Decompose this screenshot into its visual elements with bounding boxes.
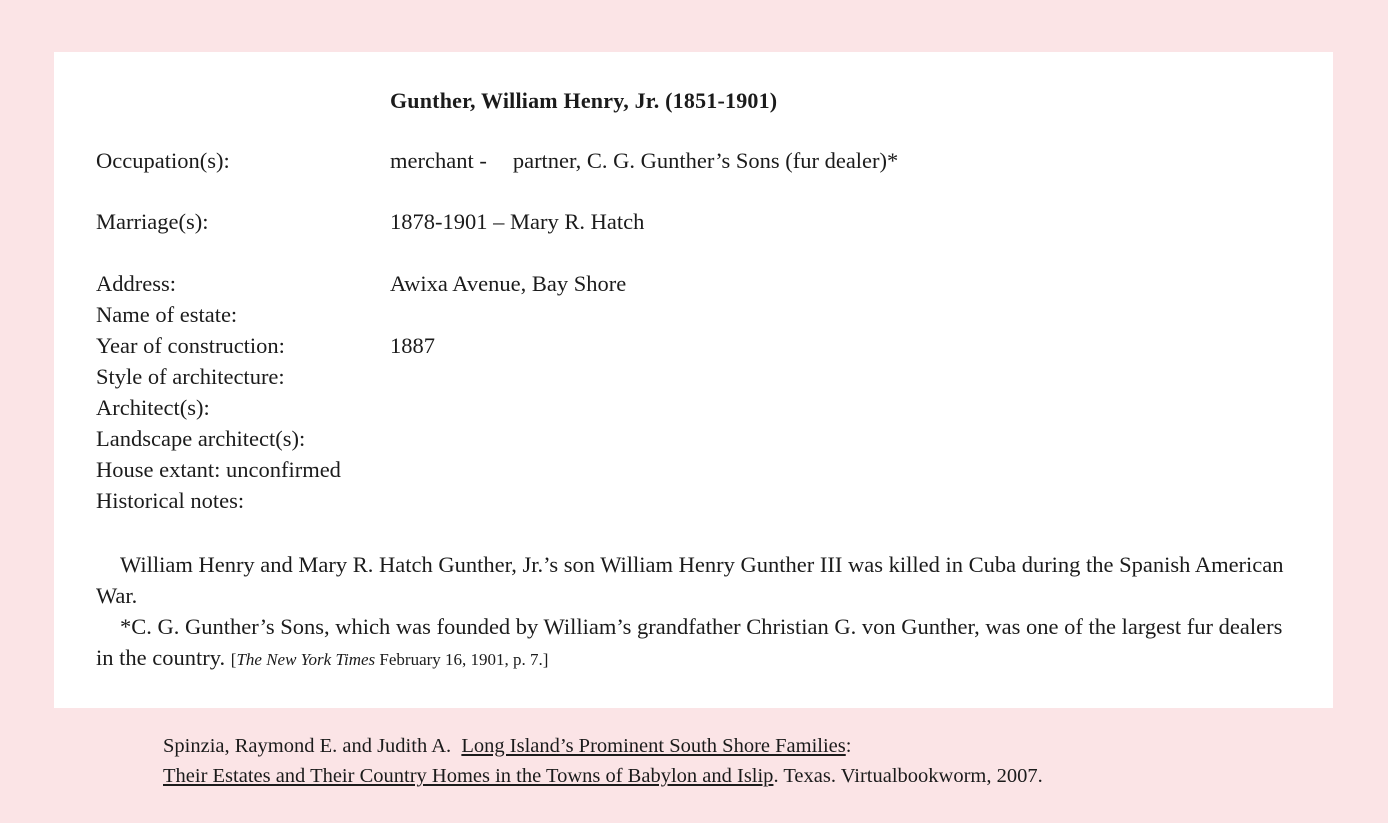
house-extant-label: House extant: unconfirmed bbox=[96, 457, 341, 482]
architect-label: Architect(s): bbox=[96, 395, 210, 420]
address-value: Awixa Avenue, Bay Shore bbox=[390, 271, 627, 296]
architecture-style-label: Style of architecture: bbox=[96, 364, 285, 389]
occupation-value bbox=[390, 148, 898, 174]
source-publisher: . Texas. Virtualbookworm, 2007. bbox=[773, 765, 1043, 787]
historical-notes bbox=[96, 549, 1296, 675]
source-citation bbox=[163, 731, 1043, 791]
newspaper-citation: [The New York Times February 16, 1901, p. 7.] bbox=[230, 650, 549, 669]
construction-year-label: Year of construction: bbox=[96, 333, 285, 358]
estate-record-card bbox=[54, 52, 1333, 708]
citation-newspaper-title: The New York Times bbox=[236, 650, 376, 669]
source-book-title-line1: Long Island’s Prominent South Shore Families bbox=[461, 735, 846, 757]
construction-year-value: 1887 bbox=[390, 333, 435, 358]
notes-paragraph-1: William Henry and Mary R. Hatch Gunther, Jr.’s son William Henry Gunther III was killed in Cuba during the Spanish American War. bbox=[96, 552, 1284, 608]
estate-name-label: Name of estate: bbox=[96, 302, 238, 327]
occupation-detail: partner, C. G. Gunther’s Sons (fur dealer)* bbox=[512, 148, 899, 173]
marriage-value: 1878-1901 – Mary R. Hatch bbox=[390, 209, 645, 234]
landscape-architect-label: Landscape architect(s): bbox=[96, 426, 306, 451]
address-label: Address: bbox=[96, 271, 176, 296]
record-title: Gunther, William Henry, Jr. (1851-1901) bbox=[390, 88, 778, 113]
notes-paragraph-2-text: *C. G. Gunther’s Sons, which was founded by William’s grandfather Christian G. von Gunther, was one of the largest fur dealers in the country. bbox=[96, 614, 1283, 670]
marriage-label: Marriage(s): bbox=[96, 209, 209, 234]
notes-paragraph-2 bbox=[96, 611, 1296, 675]
source-line-2 bbox=[163, 761, 1043, 791]
source-line-1: Spinzia, Raymond E. and Judith A. Long Island’s Prominent South Shore Families: bbox=[163, 735, 852, 757]
source-book-title-line2: Their Estates and Their Country Homes in the Towns of Babylon and Islip bbox=[163, 765, 774, 787]
occupation-role: merchant - bbox=[390, 148, 487, 173]
source-authors: Spinzia, Raymond E. and Judith A. bbox=[163, 735, 452, 757]
historical-notes-label: Historical notes: bbox=[96, 488, 245, 513]
occupation-label: Occupation(s): bbox=[96, 148, 230, 173]
